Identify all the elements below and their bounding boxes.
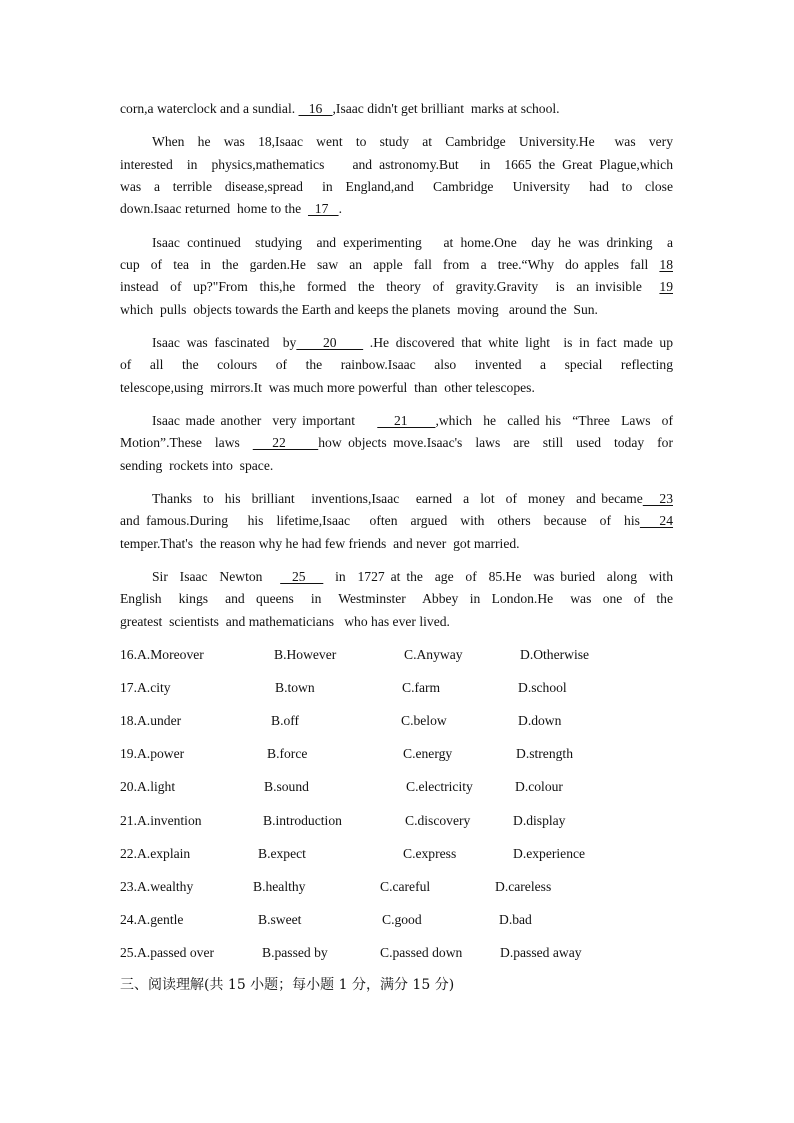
option-choice: 17.A.city	[120, 680, 171, 695]
passage-line	[120, 457, 673, 475]
option-choice: C.express	[403, 846, 457, 861]
option-row	[120, 812, 680, 830]
passage-text: Isaac was fascinated by	[152, 335, 297, 350]
answer-blank: 16	[298, 101, 333, 116]
option-choice: D.school	[518, 680, 567, 695]
option-choice: D.bad	[499, 912, 532, 927]
option-row	[120, 845, 680, 863]
passage-line	[120, 156, 673, 174]
passage-text: ,which he called his “Three Laws of	[435, 413, 673, 428]
option-choice: B.expect	[258, 846, 306, 861]
option-choice: 22.A.explain	[120, 846, 191, 861]
option-choice: C.farm	[402, 680, 441, 695]
passage-line	[120, 278, 673, 296]
option-choice: D.experience	[513, 846, 586, 861]
passage-text: of all the colours of the rainbow.Isaac also invented a special reflecting	[120, 357, 673, 372]
option-row	[120, 646, 680, 664]
option-row	[120, 778, 680, 796]
option-choice: D.careless	[495, 879, 552, 894]
passage-text: down.Isaac returned home to the	[120, 201, 308, 216]
passage-text: instead of up?"From this,he formed the theory of gravity.Gravity is an invisible	[120, 279, 660, 294]
answer-blank: 22	[252, 435, 319, 450]
option-choice: B.off	[271, 713, 300, 728]
option-choice: D.display	[513, 813, 566, 828]
passage-line	[152, 133, 673, 151]
option-row	[120, 745, 680, 763]
passage-text: sending rockets into space.	[120, 458, 274, 473]
option-choice: C.passed down	[380, 945, 463, 960]
option-choice: 19.A.power	[120, 746, 185, 761]
option-choice: B.healthy	[253, 879, 306, 894]
answer-blank: 20	[296, 335, 364, 350]
passage-line	[120, 379, 673, 397]
passage-text: cup of tea in the garden.He saw an apple fall from a tree.“Why do apples fall	[120, 257, 660, 272]
answer-blank: 19	[659, 279, 673, 294]
option-row	[120, 679, 680, 697]
option-choice: 23.A.wealthy	[120, 879, 194, 894]
option-choice: C.discovery	[405, 813, 471, 828]
passage-line	[152, 568, 673, 586]
option-choice: B.town	[275, 680, 315, 695]
passage-text: .He discovered that white light is in fact made up	[363, 335, 673, 350]
option-choice: B.force	[267, 746, 308, 761]
option-choice: C.electricity	[406, 779, 473, 794]
option-choice: B.sweet	[258, 912, 302, 927]
option-choice: B.sound	[264, 779, 309, 794]
option-choice: 16.A.Moreover	[120, 647, 204, 662]
option-choice: C.Anyway	[404, 647, 463, 662]
passage-text: Isaac continued studying and experimenting at home.One day he was drinking a	[152, 235, 673, 250]
passage-line	[120, 535, 673, 553]
option-row	[120, 712, 680, 730]
passage-line	[120, 434, 673, 452]
option-choice: 24.A.gentle	[120, 912, 184, 927]
passage-line	[152, 412, 673, 430]
answer-blank: 21	[377, 413, 436, 428]
answer-blank: 17	[307, 201, 339, 216]
passage-text: temper.That's the reason why he had few friends and never got married.	[120, 536, 520, 551]
passage-line	[120, 256, 673, 274]
option-choice: 21.A.invention	[120, 813, 202, 828]
passage-text: in 1727 at the age of 85.He was buried along with	[323, 569, 673, 584]
option-row	[120, 911, 680, 929]
passage-line	[120, 100, 673, 118]
passage-line	[152, 334, 673, 352]
passage-line	[120, 356, 673, 374]
section-heading: 三、阅读理解(共 15 小题；每小题 1 分，满分 15 分)	[120, 977, 455, 993]
passage-text: Isaac made another very important	[152, 413, 378, 428]
passage-line	[152, 234, 673, 252]
passage-line	[120, 590, 673, 608]
option-choice: C.good	[382, 912, 422, 927]
passage-line	[120, 178, 673, 196]
option-choice: D.Otherwise	[520, 647, 590, 662]
option-choice: 18.A.under	[120, 713, 182, 728]
option-choice: D.strength	[516, 746, 574, 761]
passage-text: how objects move.Isaac's laws are still used today for	[318, 435, 673, 450]
passage-text: Motion”.These laws	[120, 435, 253, 450]
passage-text: which pulls objects towards the Earth and keeps the planets moving around the Sun.	[120, 302, 598, 317]
answer-blank: 25	[280, 569, 324, 584]
answer-blank: 23	[642, 491, 673, 506]
option-choice: B.However	[274, 647, 337, 662]
option-choice: D.passed away	[500, 945, 582, 960]
passage-text: .	[338, 201, 342, 216]
passage-text: corn,a waterclock and a sundial.	[120, 101, 299, 116]
passage-text: greatest scientists and mathematicians who has ever lived.	[120, 614, 450, 629]
option-choice: C.energy	[403, 746, 453, 761]
passage-text: was a terrible disease,spread in England,and Cambridge University had to close	[120, 179, 673, 194]
option-choice: B.introduction	[263, 813, 342, 828]
option-choice: D.down	[518, 713, 562, 728]
passage-text: ,Isaac didn't get brilliant marks at school.	[332, 101, 560, 116]
passage-text: and famous.During his lifetime,Isaac often argued with others because of his	[120, 513, 640, 528]
passage-text: English kings and queens in Westminster Abbey in London.He was one of the	[120, 591, 673, 606]
passage-line	[120, 200, 673, 218]
option-row	[120, 944, 680, 962]
passage-line	[152, 490, 673, 508]
answer-blank: 24	[639, 513, 674, 528]
passage-line	[120, 301, 673, 319]
passage-line	[120, 613, 673, 631]
option-choice: 20.A.light	[120, 779, 176, 794]
passage-text: Thanks to his brilliant inventions,Isaac earned a lot of money and became	[152, 491, 643, 506]
option-choice: D.colour	[515, 779, 563, 794]
passage-text: When he was 18,Isaac went to study at Cambridge University.He was very	[152, 134, 673, 149]
option-choice: C.careful	[380, 879, 431, 894]
passage-text: interested in physics,mathematics and astronomy.But in 1665 the Great Plague,which	[120, 157, 673, 172]
option-row	[120, 878, 680, 896]
option-choice: B.passed by	[262, 945, 328, 960]
answer-blank: 18	[659, 257, 673, 272]
passage-text: telescope,using mirrors.It was much more powerful than other telescopes.	[120, 380, 535, 395]
passage-text: Sir Isaac Newton	[152, 569, 281, 584]
option-choice: C.below	[401, 713, 447, 728]
passage-line	[120, 512, 673, 530]
option-choice: 25.A.passed over	[120, 945, 215, 960]
